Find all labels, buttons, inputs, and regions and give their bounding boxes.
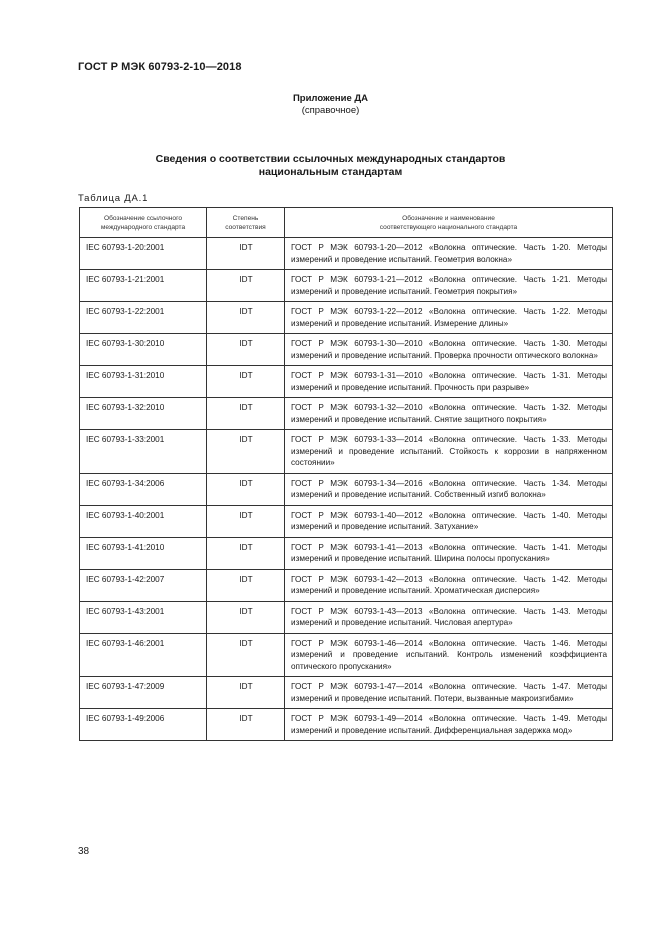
correspondence-degree-cell: IDT bbox=[207, 505, 285, 537]
correspondence-degree-cell: IDT bbox=[207, 709, 285, 741]
correspondence-degree-cell: IDT bbox=[207, 302, 285, 334]
appendix-subtitle: (справочное) bbox=[301, 105, 360, 116]
header-col2-line2: соответствия bbox=[225, 223, 266, 231]
national-standard-cell: ГОСТ Р МЭК 60793-1-34—2016 «Волокна оптические. Часть 1-34. Методы измерений и проведение испытаний. Собственный изгиб волокна» bbox=[285, 473, 613, 505]
national-standard-cell: ГОСТ Р МЭК 60793-1-40—2012 «Волокна оптические. Часть 1-40. Методы измерений и проведение испытаний. Затухание» bbox=[285, 505, 613, 537]
table-header-row bbox=[80, 208, 613, 238]
table-row bbox=[80, 473, 613, 505]
international-standard-cell: IEC 60793-1-34:2006 bbox=[80, 473, 207, 505]
table-row bbox=[80, 677, 613, 709]
table-row bbox=[80, 601, 613, 633]
correspondence-degree-cell: IDT bbox=[207, 677, 285, 709]
section-title bbox=[0, 153, 661, 179]
national-standard-cell: ГОСТ Р МЭК 60793-1-41—2013 «Волокна оптические. Часть 1-41. Методы измерений и проведение испытаний. Ширина полосы пропускания» bbox=[285, 537, 613, 569]
international-standard-cell: IEC 60793-1-21:2001 bbox=[80, 270, 207, 302]
section-title-line-1: Сведения о соответствии ссылочных международных стандартов bbox=[155, 153, 506, 165]
national-standard-cell: ГОСТ Р МЭК 60793-1-49—2014 «Волокна оптические. Часть 1-49. Методы измерений и проведение испытаний. Дифференциальная задержка мод» bbox=[285, 709, 613, 741]
correspondence-degree-cell: IDT bbox=[207, 633, 285, 677]
section-title-line-2: национальным стандартам bbox=[258, 166, 403, 178]
national-standard-cell: ГОСТ Р МЭК 60793-1-30—2010 «Волокна оптические. Часть 1-30. Методы измерений и проведение испытаний. Проверка прочности оптического волокна» bbox=[285, 334, 613, 366]
table-row bbox=[80, 430, 613, 474]
national-standard-cell: ГОСТ Р МЭК 60793-1-43—2013 «Волокна оптические. Часть 1-43. Методы измерений и проведение испытаний. Числовая апертура» bbox=[285, 601, 613, 633]
international-standard-cell: IEC 60793-1-40:2001 bbox=[80, 505, 207, 537]
header-international-standard bbox=[80, 208, 207, 238]
national-standard-cell: ГОСТ Р МЭК 60793-1-31—2010 «Волокна оптические. Часть 1-31. Методы измерений и проведение испытаний. Прочность при разрыве» bbox=[285, 366, 613, 398]
international-standard-cell: IEC 60793-1-43:2001 bbox=[80, 601, 207, 633]
international-standard-cell: IEC 60793-1-30:2010 bbox=[80, 334, 207, 366]
appendix-heading bbox=[0, 93, 661, 117]
national-standard-cell: ГОСТ Р МЭК 60793-1-47—2014 «Волокна оптические. Часть 1-47. Методы измерений и проведение испытаний. Потери, вызванные макроизгибами» bbox=[285, 677, 613, 709]
national-standard-cell: ГОСТ Р МЭК 60793-1-42—2013 «Волокна оптические. Часть 1-42. Методы измерений и проведение испытаний. Хроматическая дисперсия» bbox=[285, 569, 613, 601]
national-standard-cell: ГОСТ Р МЭК 60793-1-20—2012 «Волокна оптические. Часть 1-20. Методы измерений и проведение испытаний. Геометрия волокна» bbox=[285, 238, 613, 270]
international-standard-cell: IEC 60793-1-42:2007 bbox=[80, 569, 207, 601]
correspondence-degree-cell: IDT bbox=[207, 569, 285, 601]
correspondence-degree-cell: IDT bbox=[207, 366, 285, 398]
header-col3-line1: Обозначение и наименование bbox=[402, 214, 495, 222]
table-row bbox=[80, 633, 613, 677]
page-number: 38 bbox=[78, 846, 90, 857]
national-standard-cell: ГОСТ Р МЭК 60793-1-32—2010 «Волокна оптические. Часть 1-32. Методы измерений и проведение испытаний. Снятие защитного покрытия» bbox=[285, 398, 613, 430]
table-row bbox=[80, 709, 613, 741]
table-row bbox=[80, 270, 613, 302]
international-standard-cell: IEC 60793-1-33:2001 bbox=[80, 430, 207, 474]
table-row bbox=[80, 334, 613, 366]
table-caption: Таблица ДА.1 bbox=[78, 193, 149, 204]
table-row bbox=[80, 537, 613, 569]
international-standard-cell: IEC 60793-1-46:2001 bbox=[80, 633, 207, 677]
correspondence-degree-cell: IDT bbox=[207, 334, 285, 366]
correspondence-degree-cell: IDT bbox=[207, 601, 285, 633]
correspondence-degree-cell: IDT bbox=[207, 473, 285, 505]
correspondence-degree-cell: IDT bbox=[207, 398, 285, 430]
table-row bbox=[80, 366, 613, 398]
standards-correspondence-table bbox=[79, 207, 613, 741]
correspondence-degree-cell: IDT bbox=[207, 270, 285, 302]
table-row bbox=[80, 398, 613, 430]
national-standard-cell: ГОСТ Р МЭК 60793-1-46—2014 «Волокна оптические. Часть 1-46. Методы измерений и проведение испытаний. Контроль изменений коэффициента оптического пропускания» bbox=[285, 633, 613, 677]
table-row bbox=[80, 302, 613, 334]
table-row bbox=[80, 238, 613, 270]
national-standard-cell: ГОСТ Р МЭК 60793-1-21—2012 «Волокна оптические. Часть 1-21. Методы измерений и проведение испытаний. Геометрия покрытия» bbox=[285, 270, 613, 302]
national-standard-cell: ГОСТ Р МЭК 60793-1-22—2012 «Волокна оптические. Часть 1-22. Методы измерений и проведение испытаний. Измерение длины» bbox=[285, 302, 613, 334]
header-col1-line2: международного стандарта bbox=[100, 223, 186, 231]
international-standard-cell: IEC 60793-1-49:2006 bbox=[80, 709, 207, 741]
header-col2-line1: Степень bbox=[232, 214, 259, 222]
appendix-title: Приложение ДА bbox=[292, 93, 369, 104]
correspondence-degree-cell: IDT bbox=[207, 238, 285, 270]
header-col1-line1: Обозначение ссылочного bbox=[103, 214, 183, 222]
international-standard-cell: IEC 60793-1-41:2010 bbox=[80, 537, 207, 569]
header-col3-line2: соответствующего национального стандарта bbox=[379, 223, 518, 231]
document-code: ГОСТ Р МЭК 60793-2-10—2018 bbox=[78, 61, 242, 73]
table-row bbox=[80, 505, 613, 537]
header-correspondence-degree bbox=[207, 208, 285, 238]
international-standard-cell: IEC 60793-1-22:2001 bbox=[80, 302, 207, 334]
international-standard-cell: IEC 60793-1-47:2009 bbox=[80, 677, 207, 709]
correspondence-degree-cell: IDT bbox=[207, 430, 285, 474]
header-national-standard bbox=[285, 208, 613, 238]
table-row bbox=[80, 569, 613, 601]
international-standard-cell: IEC 60793-1-32:2010 bbox=[80, 398, 207, 430]
international-standard-cell: IEC 60793-1-31:2010 bbox=[80, 366, 207, 398]
correspondence-degree-cell: IDT bbox=[207, 537, 285, 569]
international-standard-cell: IEC 60793-1-20:2001 bbox=[80, 238, 207, 270]
national-standard-cell: ГОСТ Р МЭК 60793-1-33—2014 «Волокна оптические. Часть 1-33. Методы измерений и проведение испытаний. Стойкость к коррозии в напряженном состоянии» bbox=[285, 430, 613, 474]
